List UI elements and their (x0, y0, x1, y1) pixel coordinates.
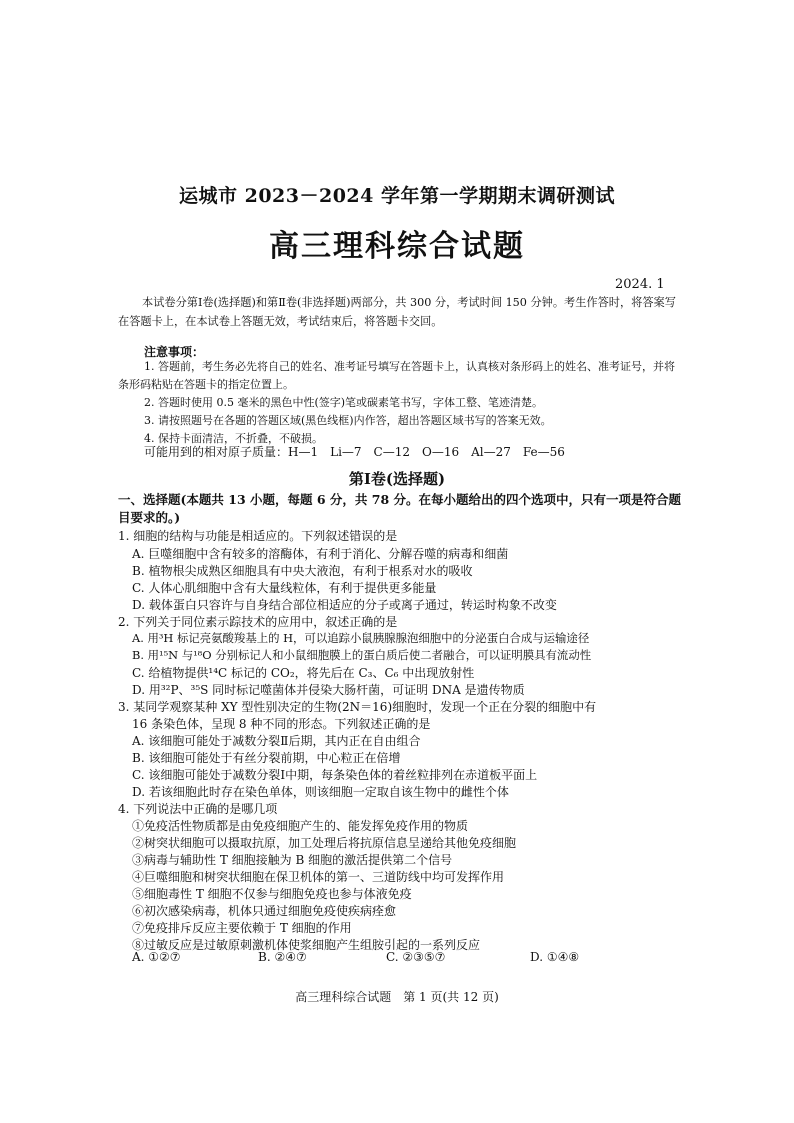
q4-option-c: C. ②③⑤⑦ (386, 950, 446, 964)
exam-title-line2: 高三理科综合试题 (269, 229, 525, 264)
q3-option-a: A. 该细胞可能处于减数分裂Ⅱ后期，其内正在自由组合 (132, 734, 421, 748)
q2-option-d: D. 用³²P、³⁵S 同时标记噬菌体并侵染大肠杆菌，可证明 DNA 是遗传物质 (132, 683, 525, 697)
q4-option-a: A. ①②⑦ (132, 950, 181, 964)
q2-option-c: C. 给植物提供¹⁴C 标记的 CO₂，将先后在 C₃、C₆ 中出现放射性 (132, 666, 475, 680)
q4-option-d: D. ①④⑧ (530, 950, 580, 964)
note-item-2: 2. 答题时使用 0.5 毫米的黑色中性(签字)笔或碳素笔书写，字体工整、笔迹清楚。 (144, 396, 544, 409)
intro-paragraph: 本试卷分第Ⅰ卷(选择题)和第Ⅱ卷(非选择题)两部分，共 300 分，考试时间 150 分钟。考生作答时，将答案写在答题卡上，在本试卷上答题无效，考试结束后，将答题卡交回。 (118, 296, 676, 328)
q4-statement-7: ⑦免疫排斥反应主要依赖于 T 细胞的作用 (132, 921, 352, 935)
q4-statement-2: ②树突状细胞可以摄取抗原，加工处理后将抗原信息呈递给其他免疫细胞 (132, 836, 517, 850)
q1-option-a: A. 巨噬细胞中含有较多的溶酶体，有利于消化、分解吞噬的病毒和细菌 (132, 547, 509, 561)
atomic-masses: 可能用到的相对原子质量：H—1 Li—7 C—12 O—16 Al—27 Fe—56 (144, 445, 565, 459)
q3-option-b: B. 该细胞可能处于有丝分裂前期，中心粒正在倍增 (132, 751, 401, 765)
q4-statement-8: ⑧过敏反应是过敏原刺激机体使浆细胞产生组胺引起的一系列反应 (132, 938, 481, 952)
note-item-3: 3. 请按照题号在各题的答题区域(黑色线框)内作答，超出答题区域书写的答案无效。 (144, 414, 552, 427)
q3-stem-continued: 16 条染色体，呈现 8 种不同的形态。下列叙述正确的是 (132, 717, 431, 731)
q4-option-b: B. ②④⑦ (258, 950, 307, 964)
q2-option-a: A. 用³H 标记亮氨酸羧基上的 H，可以追踪小鼠胰腺腺泡细胞中的分泌蛋白合成与运输途径 (132, 631, 590, 645)
q1-option-d: D. 载体蛋白只容许与自身结合部位相适应的分子或离子通过，转运时构象不改变 (132, 598, 557, 612)
q2-option-b: B. 用¹⁵N 与¹⁸O 分别标记人和小鼠细胞膜上的蛋白质后使二者融合，可以证明膜具有流动性 (132, 648, 592, 662)
q3-stem: 3. 某同学观察某种 XY 型性别决定的生物(2N＝16)细胞时，发现一个正在分裂的细胞中有 (118, 700, 597, 714)
q3-option-c: C. 该细胞可能处于减数分裂Ⅰ中期，每条染色体的着丝粒排列在赤道板平面上 (132, 768, 538, 782)
q1-option-c: C. 人体心肌细胞中含有大量线粒体，有利于提供更多能量 (132, 581, 437, 595)
q1-option-b: B. 植物根尖成熟区细胞具有中央大液泡，有利于根系对水的吸收 (132, 564, 473, 578)
exam-title-line1: 运城市 2023－2024 学年第一学期期末调研测试 (179, 185, 615, 207)
q3-option-d: D. 若该细胞此时存在染色单体，则该细胞一定取自该生物中的雌性个体 (132, 785, 509, 799)
exam-date: 2024. 1 (615, 277, 665, 292)
part1-title: 第Ⅰ卷(选择题) (348, 470, 446, 488)
q4-statement-6: ⑥初次感染病毒，机体只通过细胞免疫使疾病痊愈 (132, 904, 397, 918)
q4-stem: 4. 下列说法中正确的是哪几项 (118, 802, 278, 816)
q1-stem: 1. 细胞的结构与功能是相适应的。下列叙述错误的是 (118, 529, 398, 543)
q4-statement-4: ④巨噬细胞和树突状细胞在保卫机体的第一、三道防线中均可发挥作用 (132, 870, 505, 884)
q2-stem: 2. 下列关于同位素示踪技术的应用中，叙述正确的是 (118, 615, 398, 629)
notes-list (118, 358, 680, 448)
q4-statement-3: ③病毒与辅助性 T 细胞接触为 B 细胞的激活提供第二个信号 (132, 853, 453, 867)
notes-title: 注意事项： (144, 345, 205, 359)
q4-statement-5: ⑤细胞毒性 T 细胞不仅参与细胞免疫也参与体液免疫 (132, 887, 412, 901)
q4-statement-1: ①免疫活性物质都是由免疫细胞产生的、能发挥免疫作用的物质 (132, 819, 469, 833)
note-item-1: 1. 答题前，考生务必先将自己的姓名、准考证号填写在答题卡上，认真核对条形码上的姓名、准考证号，并将条形码粘贴在答题卡的指定位置上。 (118, 360, 675, 391)
page-footer: 高三理科综合试题 第 1 页(共 12 页) (295, 990, 499, 1004)
note-item-4: 4. 保持卡面清洁，不折叠，不破损。 (144, 432, 323, 445)
section1-heading: 一、选择题(本题共 13 小题，每题 6 分，共 78 分。在每小题给出的四个选项中，只有一项是符合题目要求的。) (118, 492, 682, 525)
